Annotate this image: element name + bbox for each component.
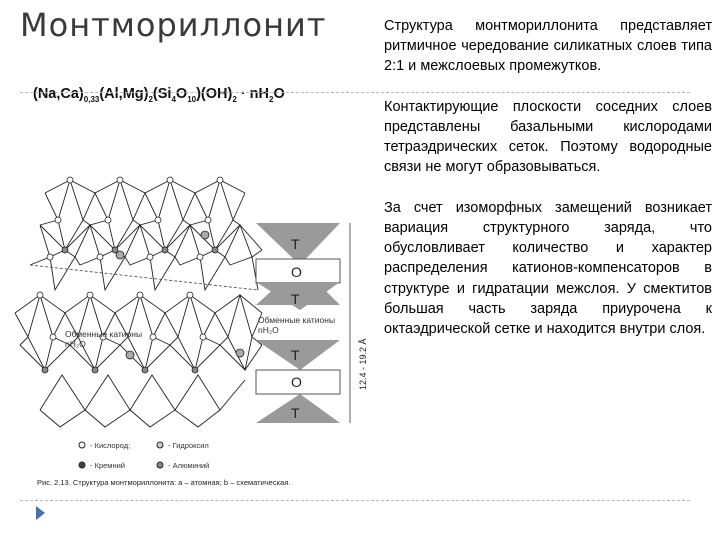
body-text [384,16,712,359]
water-label-right: nH₂O [258,325,279,335]
chemical-formula [33,86,285,104]
formula-subscript: 4 [171,94,176,104]
formula-part: · nH [236,86,270,102]
water-label-left: nH₂O [65,339,86,349]
oxygen-marker [79,442,85,448]
legend-oxygen: - Кислород; [90,441,131,450]
slide-nav-arrow-icon [36,506,45,520]
formula-part: O [273,86,285,102]
aluminum-marker [157,462,163,468]
layer-T-label-4: T [291,405,300,421]
legend-hydroxyl: - Гидроксил [168,441,209,450]
exchange-cations-label-right: Обменные катионы [258,315,336,325]
formula-part: (Na,Ca) [33,86,84,102]
legend-aluminum: - Алюминий [168,461,210,470]
formula-part: )(OH) [196,86,233,102]
formula-part: O [175,86,188,102]
atomic-structure-diagram [15,180,262,427]
exchange-cations-label-left: Обменные катионы [65,329,143,339]
paragraph-structure: Структура монтмориллонита представляет ритмичное чередование силикатных слоев типа 2:1 и межслоевых промежутков. [384,18,712,75]
formula-subscript: 2 [148,94,153,104]
montmorillonite-structure-figure [0,165,380,505]
paragraph-contact-planes: Контактирующие плоскости соседних слоев представлены базальными кислородами тетраэдрических сеток. Поэтому водородные связи не могут образовываться. [384,98,712,176]
formula-part: (Al,Mg) [99,86,149,102]
silicon-marker [79,462,85,468]
formula-subscript: 2 [269,94,274,104]
legend-silicon: - Кремний [90,461,125,470]
formula-subscript: 0,33 [83,94,100,104]
schematic-diagram [256,223,368,423]
slide-title: Монтмориллонит [20,6,327,44]
figure-caption: Рис. 2.13. Структура монтмориллонита: а – атомная; b – схематическая. [37,478,291,487]
formula-part: (Si [152,86,172,102]
paragraph-substitution: За счет изоморфных замещений возникает вариация структурного заряда, что обусловливает количество и характер распределения катионов-компенсаторов в структуре и гидратации межслоя. У смектитов большая часть заряда приурочена к октаэдрической сетке и находится внутри слоя. [384,199,712,338]
hydroxyl-marker [157,442,163,448]
figure-legend [37,441,290,487]
layer-O-label-2: O [291,374,302,390]
layer-T-label: T [291,236,300,252]
layer-T-label-3: T [291,347,300,363]
layer-T-label-2: T [291,291,300,307]
formula-subscript: 2 [232,94,237,104]
layer-O-label: O [291,264,302,280]
dimension-label: 12.4 - 19.2 Å [358,338,368,390]
formula-subscript: 10 [187,94,197,104]
